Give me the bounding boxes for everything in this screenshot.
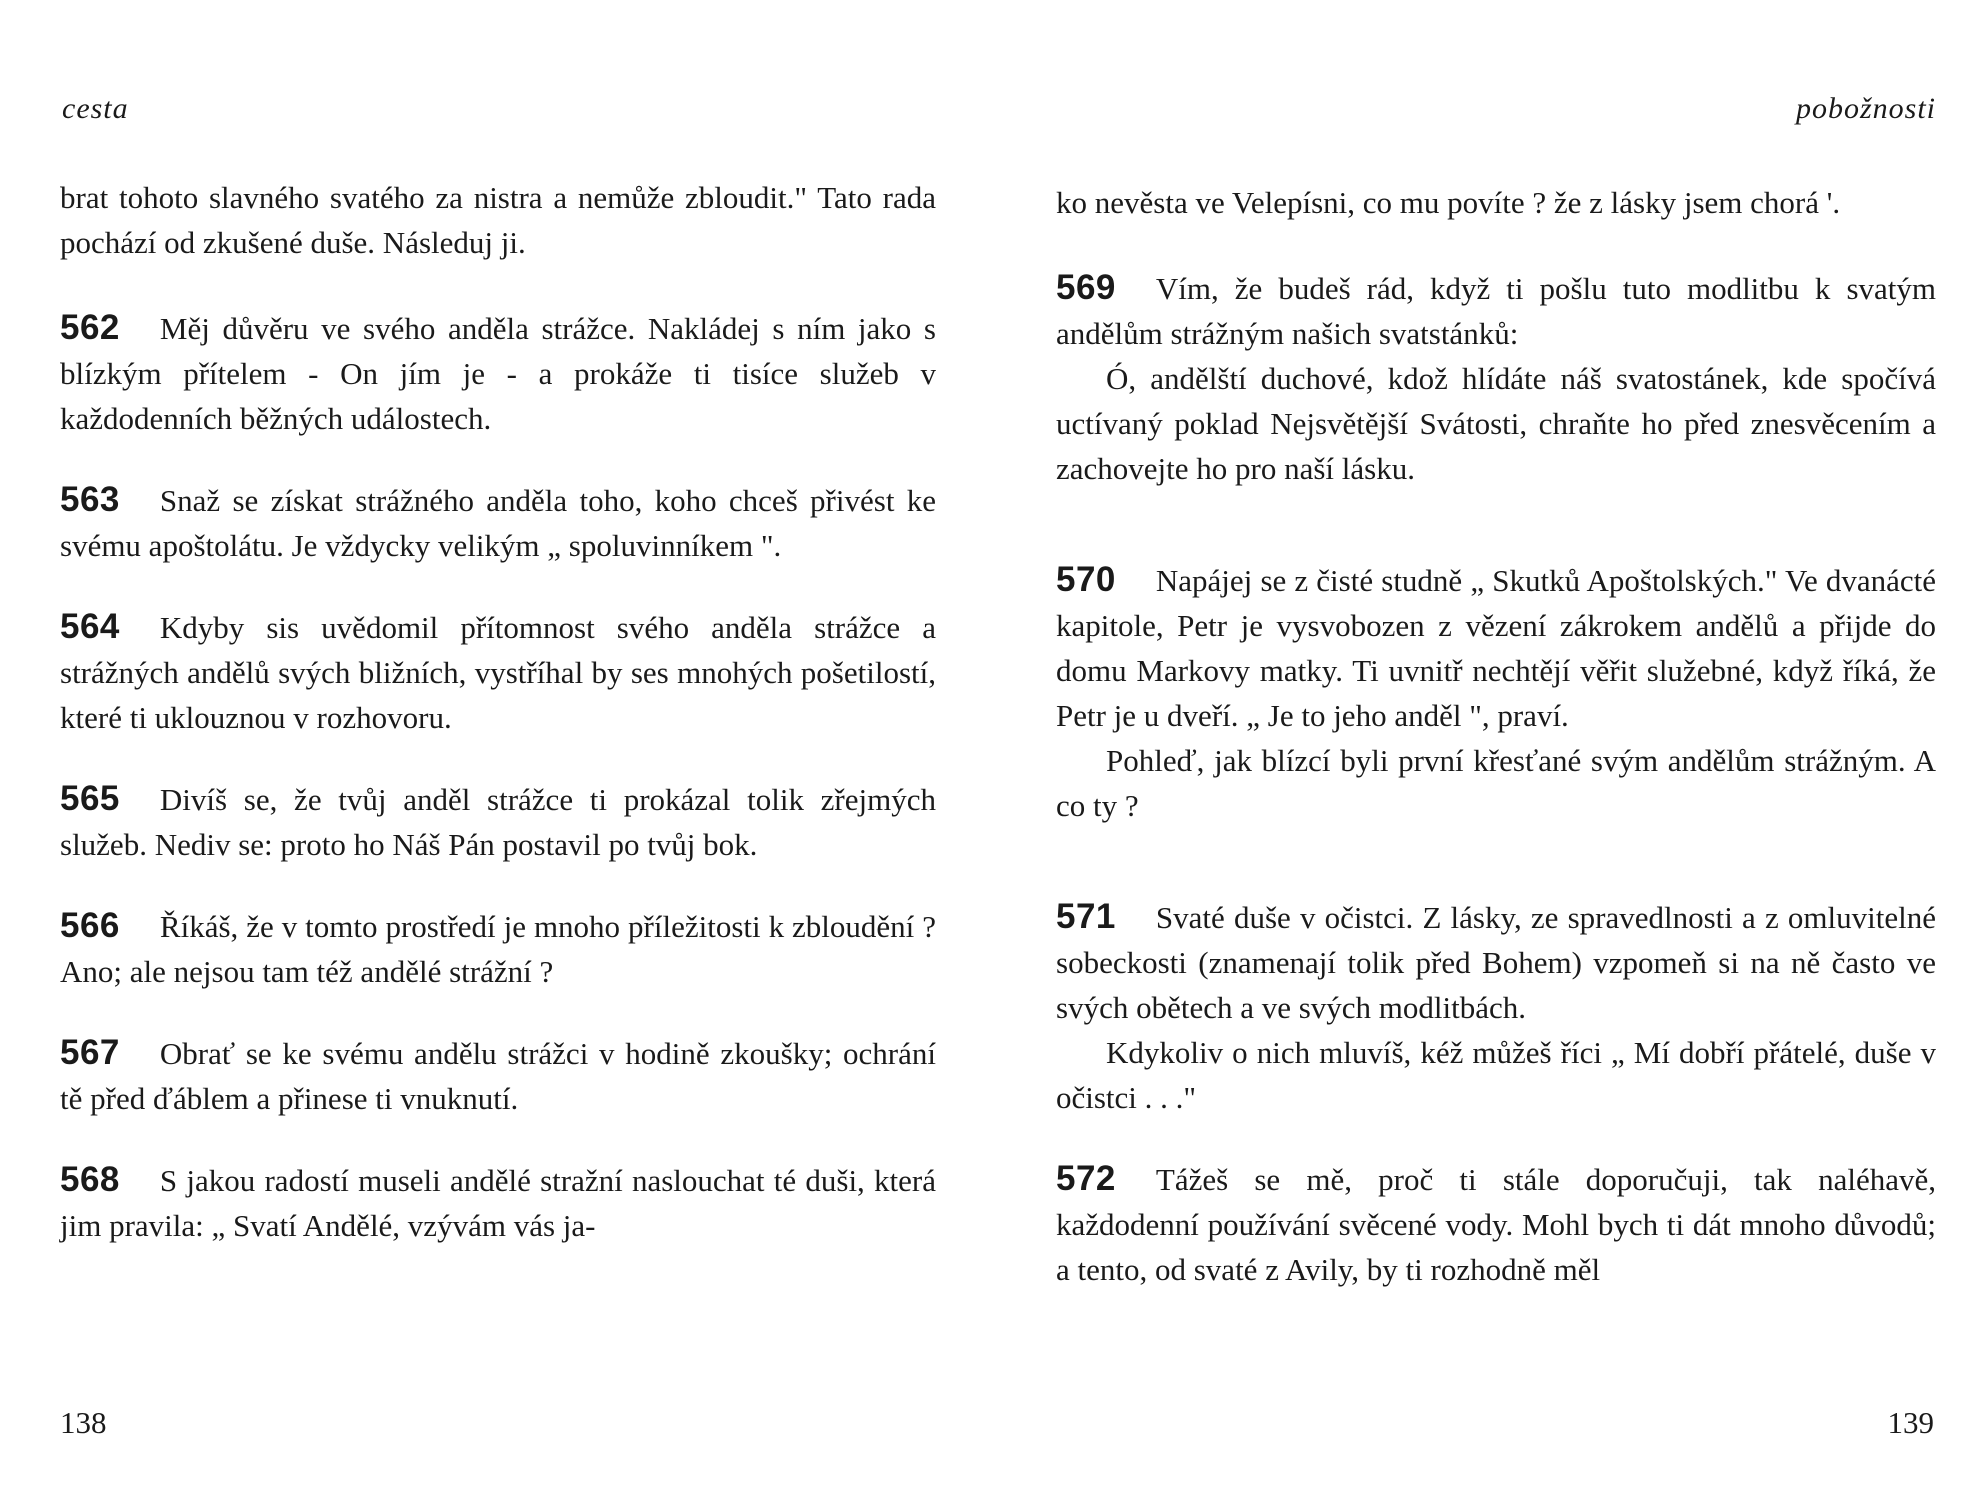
entry-570 (1056, 557, 1936, 828)
entry-562 (60, 305, 936, 441)
running-head-left: cesta (62, 92, 129, 125)
right-page-content (1056, 180, 1936, 1328)
entry-text: Říkáš, že v tomto prostředí je mnoho příležitosti k zbloudění ? Ano; ale nejsou tam též andělé strážní ? (60, 909, 936, 989)
entry-number: 565 (60, 779, 120, 818)
left-page-content (60, 175, 936, 1284)
entry-text: Obrať se ke svému andělu strážci v hodině zkoušky; ochrání tě před ďáblem a přinese ti vnuknutí. (60, 1036, 936, 1116)
section-gap (1056, 864, 1936, 894)
entry-572 (1056, 1156, 1936, 1292)
entry-text: Svaté duše v očistci. Z lásky, ze spravedlnosti a z omluvitelné sobeckosti (znamenají tolik před Bohem) vzpomeň si na ně často ve svých obětech a ve svých modlitbách. (1056, 900, 1936, 1025)
entry-number: 571 (1056, 897, 1116, 936)
continuation-paragraph (60, 175, 936, 265)
entry-564 (60, 604, 936, 740)
entry-565 (60, 776, 936, 867)
entry-text: Napájej se z čisté studně „ Skutků Apoštolských." Ve dvanácté kapitole, Petr je vysvobozen z vězení zákrokem andělů a přijde do domu Markovy matky. Ti uvnitř nechtějí věřit služebné, když říká, že Petr je u dveří. „ Je to jeho anděl ", praví. (1056, 563, 1936, 733)
page-number-right: 139 (1887, 1405, 1934, 1440)
entry-text: Vím, že budeš rád, když ti pošlu tuto modlitbu k svatým andělům strážným našich svatstánků: (1056, 271, 1936, 351)
left-page (60, 0, 936, 1500)
entry-567 (60, 1030, 936, 1121)
continuation-paragraph (1056, 180, 1936, 225)
entry-number: 567 (60, 1033, 120, 1072)
running-head-right: pobožnosti (1795, 92, 1936, 125)
entry-text: Kdyby sis uvědomil přítomnost svého anděla strážce a strážných andělů svých bližních, vystříhal by ses mnohých pošetilostí, které ti uklouznou v rozhovoru. (60, 610, 936, 735)
entry-569 (1056, 265, 1936, 491)
section-gap (1056, 527, 1936, 557)
entry-text: Snaž se získat strážného anděla toho, koho chceš přivést ke svému apoštolátu. Je vždycky velikým „ spoluvinníkem ". (60, 483, 936, 563)
entry-text: Tážeš se mě, proč ti stále doporučuji, tak naléhavě, každodenní používání svěcené vody. Mohl bych ti dát mnoho důvodů; a tento, od svaté z Avily, by ti rozhodně měl (1056, 1162, 1936, 1287)
entry-number: 562 (60, 308, 120, 347)
entry-text: Měj důvěru ve svého anděla strážce. Nakládej s ním jako s blízkým přítelem - On jím je - a prokáže ti tisíce služeb v každodenních běžných událostech. (60, 311, 936, 436)
page-number-left: 138 (60, 1405, 107, 1440)
entry-563 (60, 477, 936, 568)
entry-number: 569 (1056, 268, 1116, 307)
entry-number: 572 (1056, 1159, 1116, 1198)
entry-number: 564 (60, 607, 120, 646)
entry-number: 568 (60, 1160, 120, 1199)
entry-number: 570 (1056, 560, 1116, 599)
entry-text: Divíš se, že tvůj anděl strážce ti prokázal tolik zřejmých služeb. Nediv se: proto ho Náš Pán postavil po tvůj bok. (60, 782, 936, 862)
entry-text: Ó, andělští duchové, kdož hlídáte náš svatostánek, kde spočívá uctívaný poklad Nejsvětější Svátosti, chraňte ho před znesvěcením a zachovejte ho pro naší lásku. (1056, 361, 1936, 486)
entry-text: Kdykoliv o nich mluvíš, kéž můžeš říci „ Mí dobří přátelé, duše v očistci . . ." (1056, 1035, 1936, 1115)
paragraph-text: brat tohoto slavného svatého za nistra a nemůže zbloudit." Tato rada pochází od zkušené duše. Následuj ji. (60, 180, 936, 260)
entry-571 (1056, 894, 1936, 1120)
paragraph-text: ko nevěsta ve Velepísni, co mu povíte ? že z lásky jsem chorá '. (1056, 185, 1841, 220)
entry-568 (60, 1157, 936, 1248)
entry-text: S jakou radostí museli andělé stražní naslouchat té duši, která jim pravila: „ Svatí Andělé, vzývám vás ja- (60, 1163, 936, 1243)
entry-566 (60, 903, 936, 994)
entry-number: 566 (60, 906, 120, 945)
entry-number: 563 (60, 480, 120, 519)
entry-text: Pohleď, jak blízcí byli první křesťané svým andělům strážným. A co ty ? (1056, 743, 1936, 823)
right-page (1056, 0, 1936, 1500)
